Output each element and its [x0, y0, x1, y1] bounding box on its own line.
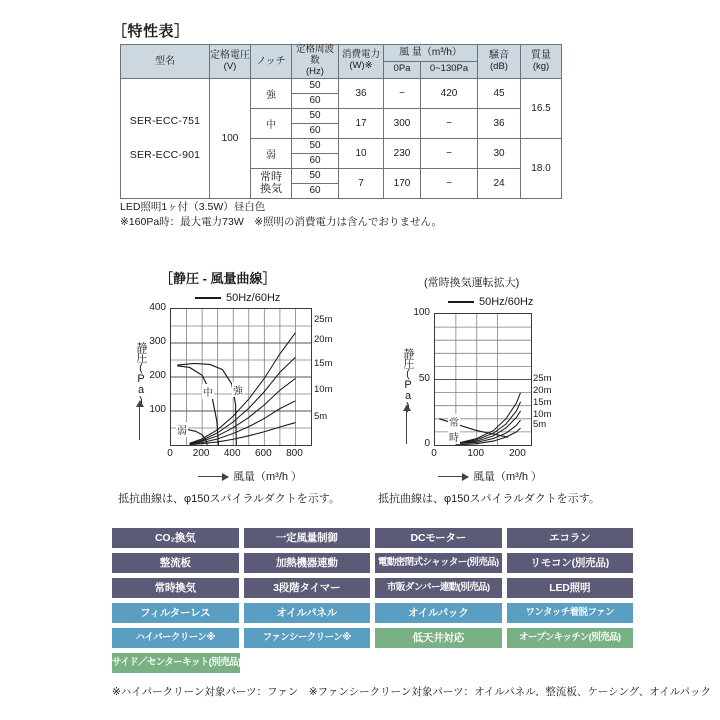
x-axis-tick-label: 600: [254, 448, 272, 459]
cell-airflow130-0: 420: [421, 78, 478, 108]
cell-power-0: 36: [339, 78, 384, 108]
cell-power-3: 7: [339, 168, 384, 198]
y-axis-tick-label: 300: [149, 336, 166, 347]
cell-weight-1: 18.0: [521, 138, 562, 198]
feature-badge: オイルパネル: [244, 603, 371, 623]
model-spacer: [121, 129, 209, 147]
xaxis-arrow-icon: [438, 476, 468, 477]
col-header-model: 型名: [121, 45, 210, 79]
table-note-power: ※160Pa時：最大電力73W ※照明の消費電力は含んでおりません。: [120, 216, 443, 228]
table-header: [121, 45, 562, 79]
chart-right-legend: [448, 296, 533, 308]
duct-length-label: 10m: [314, 384, 333, 395]
cell-noise-2: 30: [478, 138, 521, 168]
chart-right-xlabel: [438, 468, 542, 484]
chart-right-legend-label: 50Hz/60Hz: [479, 296, 534, 308]
feature-badge: サイド／センターキット(別売品): [112, 653, 240, 673]
characteristics-table-wrapper: [120, 44, 562, 199]
cell-frequency-0-50: 50: [292, 78, 339, 93]
legend-line-icon: [195, 297, 221, 299]
y-axis-tick-label: 400: [149, 302, 166, 313]
cell-notch-3: [251, 168, 292, 198]
badge-row: [112, 603, 633, 623]
col-header-voltage-text: 定格電圧: [210, 50, 250, 62]
operating-mode-label: 常時: [448, 414, 460, 444]
cell-power-1: 17: [339, 108, 384, 138]
characteristics-table: [120, 44, 562, 199]
feature-badge: 常時換気: [112, 578, 239, 598]
duct-length-label: 25m: [533, 373, 552, 384]
duct-length-label: 5m: [533, 419, 547, 430]
x-axis-tick-label: 0: [431, 448, 437, 459]
operating-mode-label: 強: [232, 382, 244, 397]
table-body: [121, 78, 562, 198]
x-axis-tick-label: 200: [509, 448, 526, 459]
feature-badge: エコラン: [507, 528, 634, 548]
cell-airflow130-2: −: [421, 138, 478, 168]
legend-line-icon: [448, 301, 474, 303]
duct-length-label: 15m: [533, 397, 552, 408]
duct-length-label: 20m: [314, 334, 333, 345]
feature-badge: 一定風量制御: [244, 528, 371, 548]
feature-badge: 市販ダンパー連動(別売品): [375, 578, 502, 598]
chart-right-ylabel: 静圧(Pa): [402, 348, 414, 412]
chart-left-ylabel: 静圧(Pa): [135, 342, 147, 406]
col-header-noise-unit: (dB): [490, 60, 508, 72]
cell-noise-3: 24: [478, 168, 521, 198]
chart-left-legend: [195, 292, 280, 304]
badge-row: [112, 578, 633, 598]
cell-noise-0: 45: [478, 78, 521, 108]
chart-right-xlabel-text: 風量（m³/h ）: [473, 471, 543, 483]
cell-airflow130-3: −: [421, 168, 478, 198]
duct-length-label: 10m: [533, 409, 552, 420]
cell-frequency-1-60: 60: [292, 123, 339, 138]
col-header-power-text: 消費電力: [341, 49, 380, 61]
feature-badge: フィルターレス: [112, 603, 239, 623]
col-header-frequency-text: 定格周波数: [295, 44, 334, 66]
y-axis-tick-label: 0: [424, 438, 430, 449]
badge-row: [112, 528, 633, 548]
badge-row: [112, 628, 633, 648]
feature-badge: 加熱機器連動: [244, 553, 371, 573]
y-axis-tick-label: 200: [149, 370, 166, 381]
xaxis-arrow-icon: [198, 476, 228, 477]
feature-badge: 3段階タイマー: [244, 578, 371, 598]
x-axis-tick-label: 200: [192, 448, 210, 459]
cell-frequency-3-60: 60: [292, 183, 339, 198]
table-row: [121, 78, 562, 93]
cell-noise-1: 36: [478, 108, 521, 138]
feature-badge: LED照明: [507, 578, 634, 598]
page-title: ［特性表］: [112, 23, 190, 40]
x-axis-tick-label: 400: [223, 448, 241, 459]
table-note-led: LED照明1ヶ付（3.5W）昼白色: [120, 201, 266, 213]
chart-left-legend-label: 50Hz/60Hz: [226, 292, 281, 304]
duct-length-label: 15m: [314, 358, 333, 369]
feature-badge-grid: [112, 528, 633, 678]
col-header-airflow-130pa: 0~130Pa: [421, 61, 478, 78]
duct-length-label: 5m: [314, 411, 328, 422]
col-header-airflow-0pa: 0Pa: [384, 61, 421, 78]
cell-frequency-1-50: 50: [292, 108, 339, 123]
badge-footnote: ※ハイパークリーン対象パーツ：ファン ※ファンシークリーン対象パーツ：オイルパネル、整流板、ケーシング、オイルパック: [112, 686, 711, 698]
cell-frequency-0-60: 60: [292, 93, 339, 108]
col-header-notch: ノッチ: [251, 45, 292, 79]
model-name-2: SER-ECC-901: [129, 149, 201, 162]
col-header-weight: [521, 45, 562, 79]
x-axis-tick-label: 800: [286, 448, 303, 459]
feature-badge: リモコン(別売品): [507, 553, 634, 573]
feature-badge: DCモーター: [375, 528, 502, 548]
cell-notch-3-line2: 換気: [260, 183, 282, 196]
table-header-row-1: [121, 45, 562, 62]
cell-airflow0-1: 300: [384, 108, 421, 138]
cell-frequency-2-60: 60: [292, 153, 339, 168]
x-axis-tick-label: 0: [167, 448, 173, 459]
cell-model-names: [121, 78, 210, 198]
feature-badge: ハイパークリーン※: [112, 628, 239, 648]
model-name-1: SER-ECC-751: [129, 115, 201, 128]
y-axis-tick-label: 100: [149, 404, 166, 415]
col-header-noise-text: 騒音: [489, 50, 509, 62]
operating-mode-label: 弱: [176, 422, 188, 437]
x-axis-tick-label: 100: [467, 448, 485, 459]
cell-voltage: 100: [210, 78, 251, 198]
col-header-voltage-unit: (V): [223, 60, 237, 72]
duct-length-label: 25m: [314, 314, 333, 325]
cell-weight-0: 16.5: [521, 78, 562, 138]
feature-badge: 電動密閉式シャッター(別売品): [375, 553, 502, 573]
col-header-power: [339, 45, 384, 79]
col-header-frequency: [292, 45, 339, 79]
cell-frequency-2-50: 50: [292, 138, 339, 153]
chart-left-caption: 抵抗曲線は、φ150スパイラルダクトを示す。: [118, 493, 340, 505]
col-header-weight-unit: (kg): [532, 60, 550, 72]
cell-notch-0: 強: [251, 78, 292, 108]
cell-notch-3-line1: 常時: [260, 171, 282, 184]
duct-length-label: 20m: [533, 385, 552, 396]
cell-airflow130-1: −: [421, 108, 478, 138]
y-axis-tick-label: 100: [413, 307, 430, 318]
feature-badge: オイルパック: [375, 603, 502, 623]
feature-badge: 低天井対応: [375, 628, 502, 648]
chart-left-title: ［静圧 - 風量曲線］: [160, 271, 276, 286]
cell-power-2: 10: [339, 138, 384, 168]
feature-badge: オープンキッチン(別売品): [507, 628, 634, 648]
col-header-weight-text: 質量: [531, 50, 551, 62]
cell-notch-2: 弱: [251, 138, 292, 168]
cell-airflow0-0: −: [384, 78, 421, 108]
feature-badge: CO₂換気: [112, 528, 239, 548]
col-header-frequency-unit: (Hz): [306, 65, 324, 77]
cell-frequency-3-50: 50: [292, 168, 339, 183]
chart-right-subtitle: (常時換気運転拡大): [424, 277, 520, 289]
badge-row: [112, 553, 633, 573]
col-header-voltage: [210, 45, 251, 79]
col-header-noise: [478, 45, 521, 79]
col-header-power-unit: (W)※: [349, 60, 373, 72]
chart-left-xlabel-text: 風量（m³/h ）: [233, 471, 303, 483]
operating-mode-label: 中: [202, 384, 214, 399]
feature-badge: 整流板: [112, 553, 239, 573]
feature-badge: ワンタッチ着脱ファン: [507, 603, 634, 623]
chart-left-plot-area: [170, 308, 312, 446]
y-axis-tick-label: 50: [418, 372, 430, 384]
chart-right-caption: 抵抗曲線は、φ150スパイラルダクトを示す。: [378, 493, 600, 505]
badge-row: [112, 653, 633, 673]
cell-airflow0-3: 170: [384, 168, 421, 198]
cell-airflow0-2: 230: [384, 138, 421, 168]
chart-left-xlabel: [198, 468, 302, 484]
cell-notch-1: 中: [251, 108, 292, 138]
col-header-airflow: 風 量（m³/h）: [384, 45, 478, 62]
feature-badge: ファンシークリーン※: [244, 628, 371, 648]
